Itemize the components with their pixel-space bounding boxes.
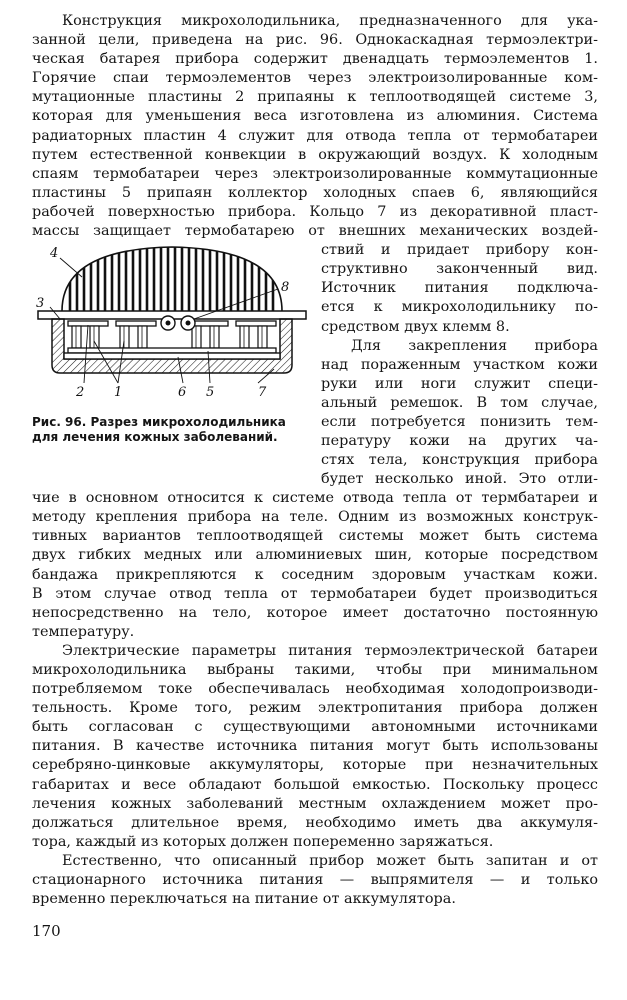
text-line: лечения кожных заболеваний местным охлаждением может про- <box>32 795 598 812</box>
text-line: тивных вариантов теплоотводящей системы может быть система <box>32 528 598 545</box>
text-line: средством двух клемм 8. <box>321 318 510 335</box>
text-line: стях тела, конструкция прибора <box>321 452 598 469</box>
text-line: спаям термобатареи через электроизолированные коммутационные <box>32 165 598 182</box>
text-line: Конструкция микрохолодильника, предназначенного для ука- <box>62 13 598 29</box>
text-line: структивно законченный вид. <box>321 261 598 278</box>
text-line: путем естественной конвекции в окружающий воздух. К холодным <box>32 146 598 163</box>
page-number: 170 <box>32 922 61 940</box>
microcooler-cross-section-diagram <box>32 241 312 411</box>
text-line: В этом случае отвод тепла от термобатареи будет производиться <box>32 585 598 602</box>
text-line: габаритах и весе обладают большой емкостью. Поскольку процесс <box>32 776 598 793</box>
label-7: 7 <box>258 385 267 401</box>
text-line: бандажа прикрепляются к соседним здоровым участкам кожи. <box>32 566 598 583</box>
label-6: 6 <box>178 385 187 401</box>
text-line: если потребуется понизить тем- <box>321 413 598 430</box>
text-line: ческая батарея прибора содержит двенадцать термоэлементов 1. <box>32 51 598 68</box>
text-line: рабочей поверхностью прибора. Кольцо 7 из декоративной пласт- <box>32 203 598 220</box>
label-1: 1 <box>114 385 123 401</box>
radiator-fins <box>57 241 290 313</box>
text-line: чие в основном относится к системе отвода тепла от термбатареи и <box>32 490 598 507</box>
text-line: руки или ноги служит специ- <box>321 375 598 392</box>
text-line: занной цели, приведена на рис. 96. Однокаскадная термоэлектри- <box>32 32 598 49</box>
text-line: питания. В качестве источника питания могут быть использованы <box>32 738 598 755</box>
figure-caption <box>32 415 312 445</box>
paragraph-1 <box>32 12 598 241</box>
text-line: Источник питания подключа- <box>321 280 598 297</box>
caption-line: Рис. 96. Разрез микрохолодильника <box>32 415 286 430</box>
label-5: 5 <box>206 385 215 401</box>
paragraph-3 <box>32 642 598 852</box>
figure-row <box>32 241 598 489</box>
text-line: альный ремешок. В том случае, <box>321 394 598 411</box>
text-line: радиаторных пластин 4 служит для отвода тепла от термобатареи <box>32 127 598 144</box>
label-3: 3 <box>36 296 45 312</box>
text-line: которая для уменьшения веса изготовлена из алюминия. Система <box>32 108 598 125</box>
label-4: 4 <box>50 246 59 262</box>
text-line: методу крепления прибора на теле. Одним из возможных конструк- <box>32 509 598 526</box>
text-line: потребляемом токе обеспечивалась необходимая холодопроизводи- <box>32 681 598 698</box>
text-line: двух гибких медных или алюминиевых шин, которые посредством <box>32 547 598 564</box>
text-line: непосредственно на тело, которое имеет достаточно постоянную <box>32 604 598 621</box>
paragraph-2 <box>32 489 598 642</box>
text-line: Для закрепления прибора <box>351 337 598 354</box>
cold-collector <box>64 353 280 359</box>
text-line: мутационные пластины 2 припаяны к теплоотводящей системе 3, <box>32 89 598 106</box>
figure-96 <box>32 241 312 445</box>
text-line: температуру. <box>32 623 135 640</box>
label-2: 2 <box>76 385 85 401</box>
text-line: ется к микрохолодильнику по- <box>321 299 598 316</box>
text-line: Горячие спаи термоэлементов через электроизолированные ком- <box>32 70 598 87</box>
text-line: Естественно, что описанный прибор может быть запитан и от <box>62 852 598 869</box>
text-line: быть согласован с существующими автономными источниками <box>32 719 598 736</box>
label-8: 8 <box>281 280 290 296</box>
text-line: массы защищает термобатарею от внешних механических воздей- <box>32 223 598 240</box>
text-line: тельность. Кроме того, режим электропитания прибора должен <box>32 700 598 717</box>
text-line: тора, каждый из которых должен попеременно заряжаться. <box>32 833 494 850</box>
text-line: микрохолодильника выбраны такими, чтобы при минимальном <box>32 661 598 678</box>
caption-line: для лечения кожных заболеваний. <box>32 430 278 445</box>
page-body <box>32 12 598 909</box>
text-line: временно переключаться на питание от аккумулятора. <box>32 891 456 908</box>
text-line: стационарного источника питания — выпрямителя — и только <box>32 872 598 888</box>
text-line: ствий и придает прибору кон- <box>321 242 598 259</box>
text-line: над пораженным участком кожи <box>321 356 598 373</box>
paragraph-4 <box>32 852 598 909</box>
right-column-text <box>321 241 598 489</box>
text-line: будет несколько иной. Это отли- <box>321 471 598 488</box>
text-line: должаться длительное время, необходимо иметь два аккумуля- <box>32 814 598 831</box>
text-line: серебряно-цинковые аккумуляторы, которые при незначительных <box>32 757 598 774</box>
text-line: пластины 5 припаян коллектор холодных спаев 6, являющийся <box>32 184 598 201</box>
text-line: пературу кожи на других ча- <box>321 433 598 450</box>
text-line: Электрические параметры питания термоэлектрической батареи <box>62 642 598 659</box>
